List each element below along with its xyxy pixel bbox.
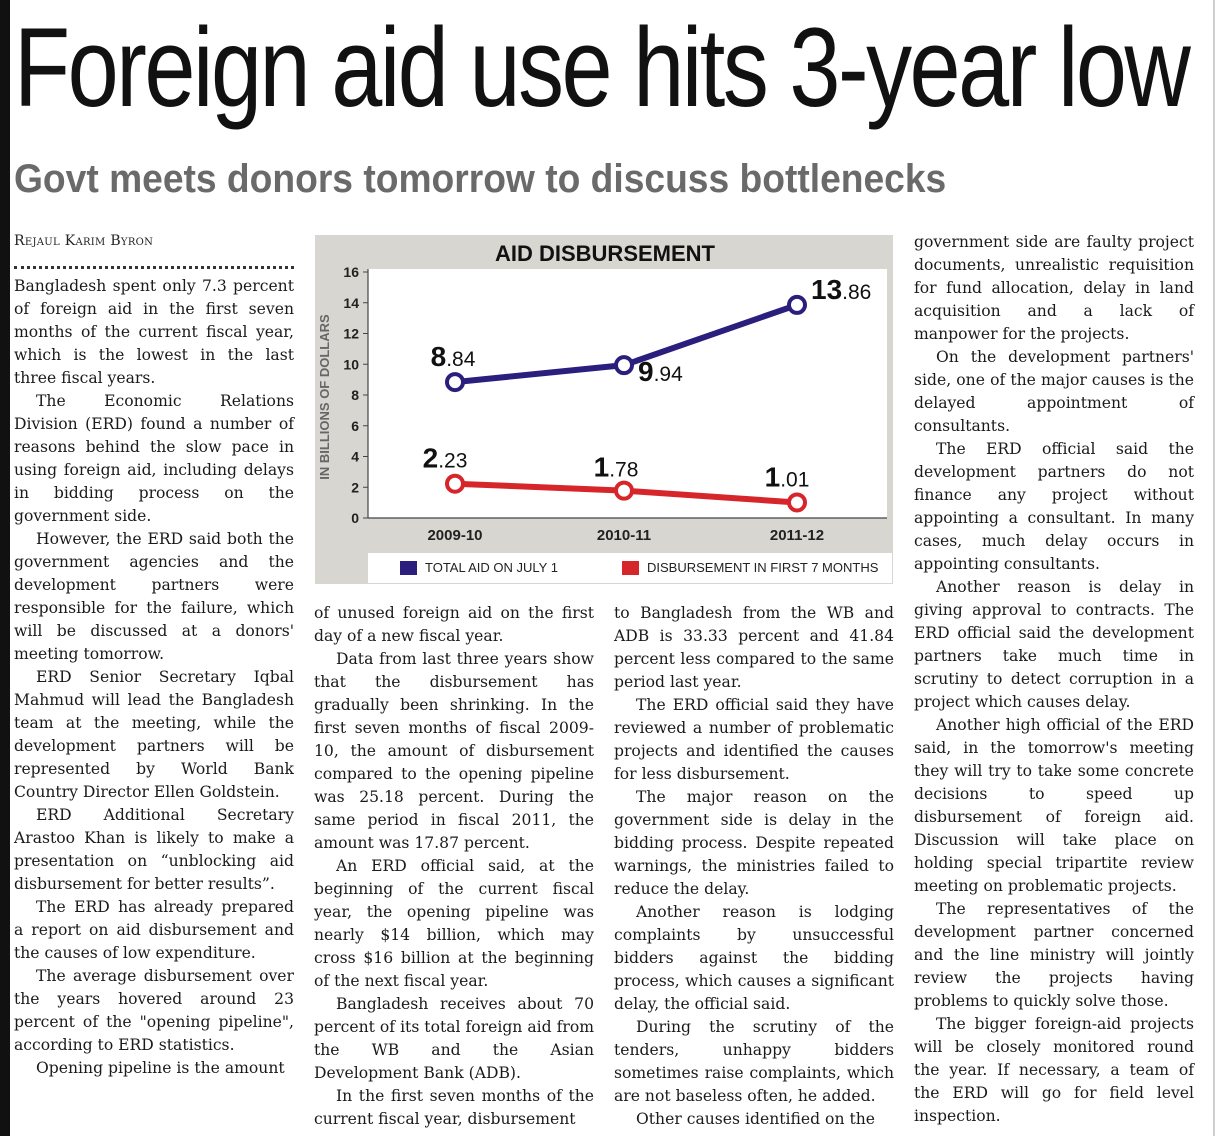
subheadline: Govt meets donors tomorrow to discuss bottlenecks [14, 157, 947, 201]
legend-swatch-total-aid [400, 561, 417, 575]
paragraph: The bigger foreign-aid projects will be closely monitored round the year. If necessary, a team of the ERD will go for field level inspection. [914, 1015, 1194, 1125]
y-tick-label: 10 [343, 356, 359, 373]
paragraph: The major reason on the government side is delay in the bidding process. Despite repeated warnings, the ministries failed to reduce the delay. [614, 788, 894, 898]
paragraph: Opening pipeline is the amount [36, 1059, 285, 1077]
byline-divider [14, 266, 294, 269]
y-tick-label: 6 [351, 417, 359, 434]
y-tick-label: 8 [351, 387, 359, 403]
paragraph: to Bangladesh from the WB and ADB is 33.33 percent and 41.84 percent less compared to the same period last year. [614, 604, 894, 691]
data-label-decimal: .01 [780, 468, 810, 492]
legend-item-total-aid [400, 560, 558, 575]
chart-title: AID DISBURSEMENT [494, 241, 716, 266]
data-label-decimal: .86 [842, 280, 872, 304]
legend-swatch-disbursement [622, 561, 639, 575]
data-label-decimal: .94 [653, 363, 683, 387]
data-label-integer: 1 [593, 451, 610, 483]
chart-legend [368, 553, 892, 583]
data-point [789, 494, 805, 510]
page-edge-left [0, 0, 10, 1136]
paragraph: government side are faulty project documents, unrealistic requisition for fund allocation, delay in land acquisition and a lack of manpower for the projects. [914, 233, 1194, 343]
paragraph: Bangladesh receives about 70 percent of its total foreign aid from the WB and the Asian Development Bank (ADB). [314, 995, 594, 1082]
paragraph: The ERD official said they have reviewed a number of problematic projects and identified the causes for less disbursement. [614, 696, 894, 783]
chart-canvas [315, 235, 893, 584]
data-label-decimal: .78 [609, 458, 639, 482]
paragraph: The Economic Relations Division (ERD) found a number of reasons behind the slow pace in using foreign aid, including delays in bidding process on the government side. [14, 392, 294, 525]
paragraph: of unused foreign aid on the first day of a new fiscal year. [314, 604, 594, 645]
y-tick-label: 14 [343, 294, 359, 311]
y-tick-label: 16 [343, 264, 359, 280]
paragraph: On the development partners' side, one of the major causes is the delayed appointment of consultants. [914, 348, 1194, 435]
article-column-2 [314, 602, 594, 1131]
aid-disbursement-chart [315, 235, 893, 584]
x-tick-label: 2009-10 [427, 527, 483, 544]
headline: Foreign aid use hits 3-year low [14, 5, 1189, 130]
y-axis-ticks [343, 264, 368, 526]
x-tick-label: 2010-11 [596, 527, 652, 544]
paragraph: The representatives of the development partner concerned and the line ministry will jointly review the projects having problems to quickly solve those. [914, 900, 1194, 1010]
paragraph: Another reason is lodging complaints by unsuccessful bidders against the bidding process, which causes a significant delay, the official said. [614, 903, 894, 1013]
legend-item-disbursement [622, 560, 878, 575]
x-axis-ticks [427, 527, 824, 544]
article-column-3 [614, 602, 894, 1131]
y-tick-label: 4 [351, 448, 359, 465]
data-point [616, 357, 632, 373]
data-label-integer: 2 [422, 442, 439, 474]
data-point [447, 374, 463, 390]
data-label-decimal: .23 [438, 449, 468, 473]
y-tick-label: 2 [351, 479, 359, 496]
article-column-1 [14, 275, 294, 1080]
paragraph: In the first seven months of the current fiscal year, disbursement [314, 1087, 594, 1128]
legend-label: TOTAL AID ON JULY 1 [425, 560, 558, 575]
paragraph: The ERD official said the development partners do not finance any project without appointing a consultant. In many cases, much delay occurs in appointing consultants. [914, 440, 1194, 573]
data-point [616, 483, 632, 499]
paragraph: ERD Senior Secretary Iqbal Mahmud will lead the Bangladesh team at the meeting, while the development partners will be represented by World Bank Country Director Ellen Goldstein. [14, 668, 294, 801]
data-label-integer: 1 [764, 461, 781, 493]
paragraph: Bangladesh spent only 7.3 percent of foreign aid in the first seven months of the current fiscal year, which is the lowest in the last three fiscal years. [14, 277, 294, 387]
byline: Rejaul Karim Byron [14, 233, 154, 249]
paragraph: Another high official of the ERD said, in the tomorrow's meeting they will try to take some concrete decisions to speed up disbursement of foreign aid. Discussion will take place on holding special tripartite review meeting on problematic projects. [914, 716, 1194, 895]
data-point [447, 476, 463, 492]
article-column-4 [914, 231, 1194, 1128]
data-label-integer: 9 [638, 356, 654, 388]
y-tick-label: 0 [351, 510, 359, 526]
legend-label: DISBURSEMENT IN FIRST 7 MONTHS [647, 560, 879, 575]
paragraph: ERD Additional Secretary Arastoo Khan is likely to make a presentation on “unblocking aid disbursement for better results”. [14, 806, 294, 893]
paragraph: Another reason is delay in giving approval to contracts. The ERD official said the development partners take much time in scrutiny to detect corruption in a project which causes delay. [914, 578, 1194, 711]
paragraph: Data from last three years show that the disbursement has gradually been shrinking. In the first seven months of fiscal 2009-10, the amount of disbursement compared to the opening pipeline was 25.18 percent. During the same period in fiscal 2011, the amount was 17.87 percent. [314, 650, 594, 852]
data-label-integer: 8 [430, 341, 447, 373]
x-tick-label: 2011-12 [769, 527, 825, 544]
y-axis-label: IN BILLIONS OF DOLLARS [317, 314, 332, 480]
data-label-integer: 13 [811, 273, 843, 305]
y-tick-label: 12 [343, 325, 359, 342]
paragraph: Other causes identified on the [636, 1110, 875, 1128]
paragraph: The ERD has already prepared a report on aid disbursement and the causes of low expenditure. [14, 898, 294, 962]
paragraph: An ERD official said, at the beginning of the current fiscal year, the opening pipeline was nearly $14 billion, which may cross $16 billion at the beginning of the next fiscal year. [314, 857, 594, 990]
paragraph: During the scrutiny of the tenders, unhappy bidders sometimes raise complaints, which are not baseless often, he added. [614, 1018, 894, 1105]
data-label-decimal: .84 [446, 348, 476, 372]
paragraph: However, the ERD said both the government agencies and the development partners were responsible for the failure, which will be discussed at a donors' meeting tomorrow. [14, 530, 294, 663]
paragraph: The average disbursement over the years hovered around 23 percent of the "opening pipeline", according to ERD statistics. [14, 967, 294, 1054]
data-point [789, 297, 805, 313]
